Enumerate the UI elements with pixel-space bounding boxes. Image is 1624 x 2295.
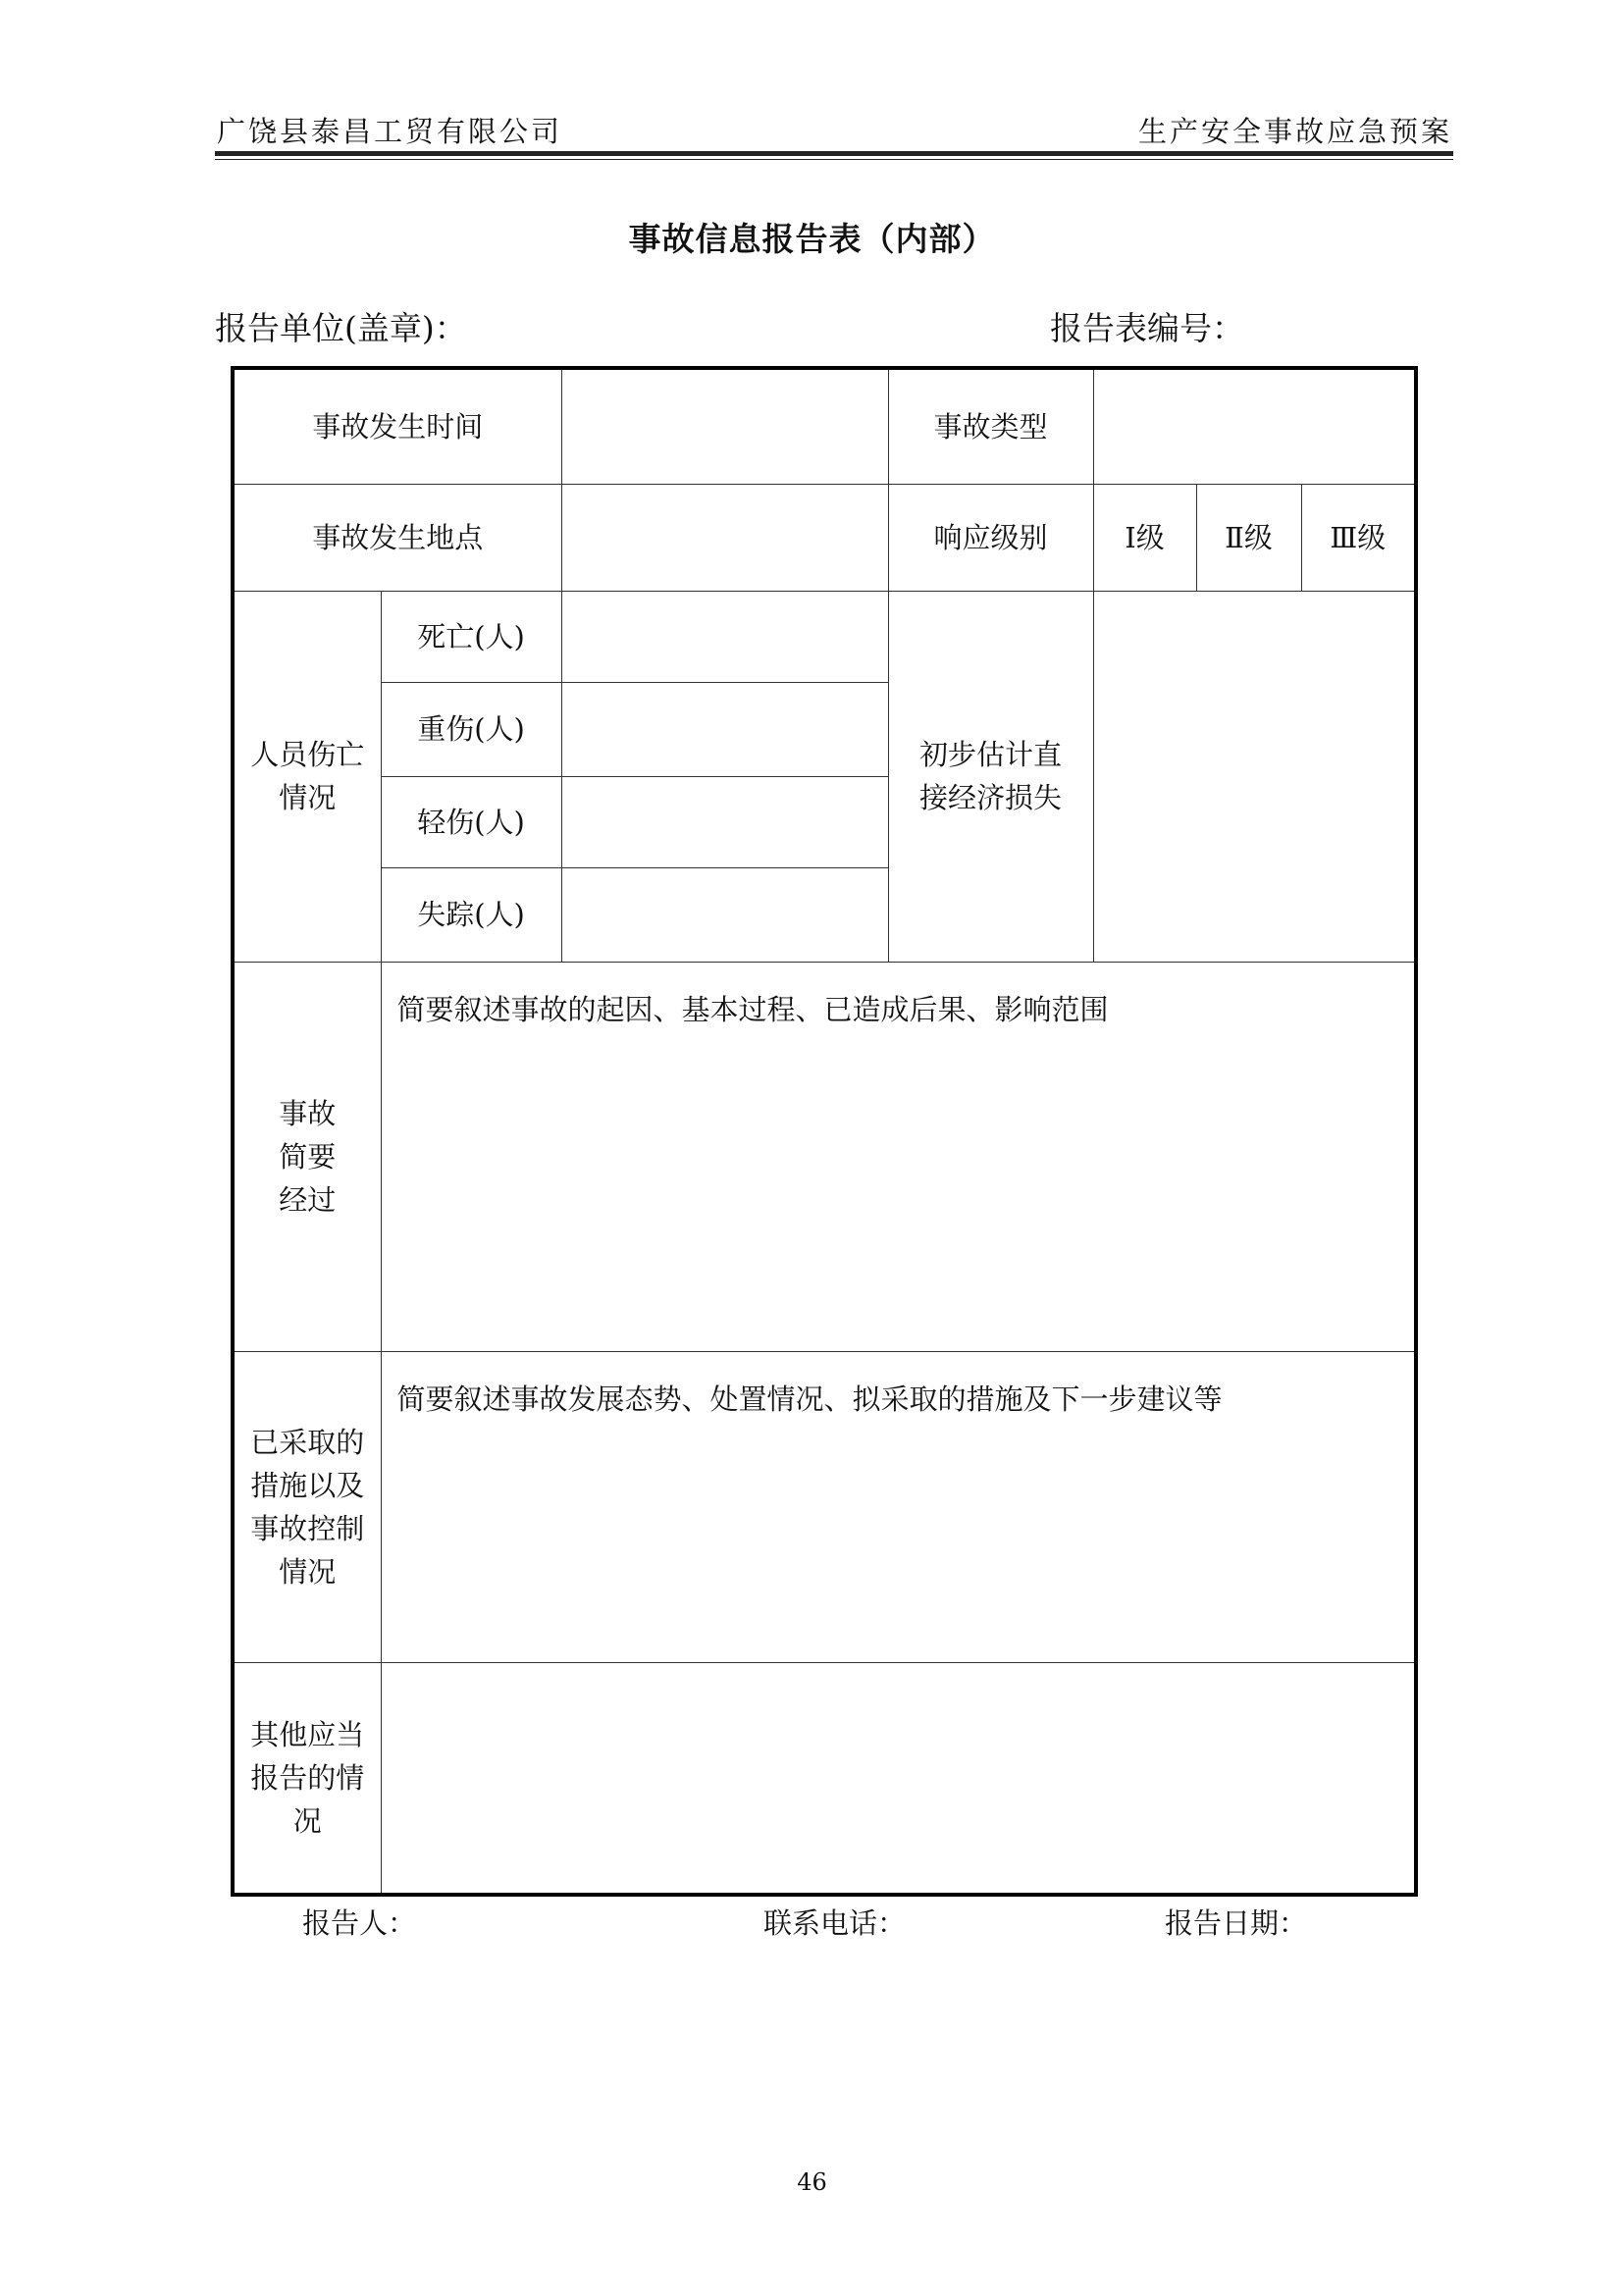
other-label [233, 1663, 381, 1895]
page-number: 46 [797, 2168, 827, 2196]
measures-label-line: 情况 [279, 1555, 337, 1590]
casualties-label [233, 591, 381, 962]
casualty-minor-label: 轻伤(人) [381, 776, 561, 867]
row-accident-time [233, 368, 1416, 484]
level-3-option[interactable]: Ⅲ级 [1301, 484, 1416, 591]
reporter-label: 报告人： [302, 1906, 417, 1940]
summary-hint: 简要叙述事故的起因、基本过程、已造成后果、影响范围 [396, 992, 1109, 1026]
casualty-serious-label: 重伤(人) [381, 682, 561, 776]
report-date-label: 报告日期： [1165, 1906, 1308, 1940]
summary-label-line: 经过 [279, 1182, 337, 1217]
header-rule [215, 151, 1453, 156]
casualty-deaths-value[interactable] [561, 591, 888, 682]
level-2-option[interactable]: Ⅱ级 [1196, 484, 1301, 591]
other-field[interactable] [381, 1663, 1416, 1895]
measures-label-line: 措施以及 [250, 1469, 365, 1503]
economic-loss-label [888, 591, 1093, 962]
other-label-line: 其他应当 [250, 1718, 365, 1752]
response-level-label: 响应级别 [888, 484, 1093, 591]
row-other [233, 1663, 1416, 1895]
casualties-label-line: 情况 [279, 781, 337, 815]
economic-loss-label-line: 接经济损失 [919, 781, 1063, 815]
casualties-label-line: 人员伤亡 [250, 738, 365, 772]
row-summary [233, 962, 1416, 1351]
casualty-missing-value[interactable] [561, 867, 888, 962]
measures-hint: 简要叙述事故发展态势、处置情况、拟采取的措施及下一步建议等 [396, 1382, 1223, 1417]
summary-field[interactable] [381, 962, 1416, 1351]
measures-label-line: 事故控制 [250, 1512, 365, 1546]
summary-label-line: 事故 [279, 1096, 337, 1130]
phone-label: 联系电话： [763, 1906, 907, 1940]
row-measures [233, 1352, 1416, 1663]
row-casualty-deaths [233, 591, 1416, 682]
other-label-line: 报告的情 [250, 1761, 365, 1796]
form-number-label: 报告表编号： [1050, 309, 1244, 347]
level-1-option[interactable]: Ⅰ级 [1093, 484, 1196, 591]
casualty-serious-value[interactable] [561, 682, 888, 776]
economic-loss-label-line: 初步估计直 [919, 738, 1063, 772]
casualty-deaths-label: 死亡(人) [381, 591, 561, 682]
other-label-line: 况 [292, 1804, 322, 1839]
casualty-minor-value[interactable] [561, 776, 888, 867]
accident-time-value[interactable] [561, 368, 888, 484]
header-rule-thin [215, 159, 1453, 160]
accident-type-label: 事故类型 [888, 368, 1093, 484]
measures-field[interactable] [381, 1352, 1416, 1663]
company-name: 广饶县泰昌工贸有限公司 [217, 115, 563, 148]
report-unit-label: 报告单位(盖章)： [215, 309, 467, 347]
accident-type-value[interactable] [1093, 368, 1416, 484]
accident-time-label: 事故发生时间 [233, 368, 561, 484]
economic-loss-value[interactable] [1093, 591, 1416, 962]
summary-label [233, 962, 381, 1351]
measures-label-line: 已采取的 [250, 1426, 365, 1460]
row-accident-location [233, 484, 1416, 591]
document-title: 生产安全事故应急预案 [1137, 115, 1452, 148]
summary-label-line: 简要 [279, 1139, 337, 1174]
measures-label [233, 1352, 381, 1663]
accident-location-value[interactable] [561, 484, 888, 591]
form-title: 事故信息报告表（内部） [628, 220, 996, 258]
accident-location-label: 事故发生地点 [233, 484, 561, 591]
accident-report-table [231, 366, 1418, 1897]
casualty-missing-label: 失踪(人) [381, 867, 561, 962]
